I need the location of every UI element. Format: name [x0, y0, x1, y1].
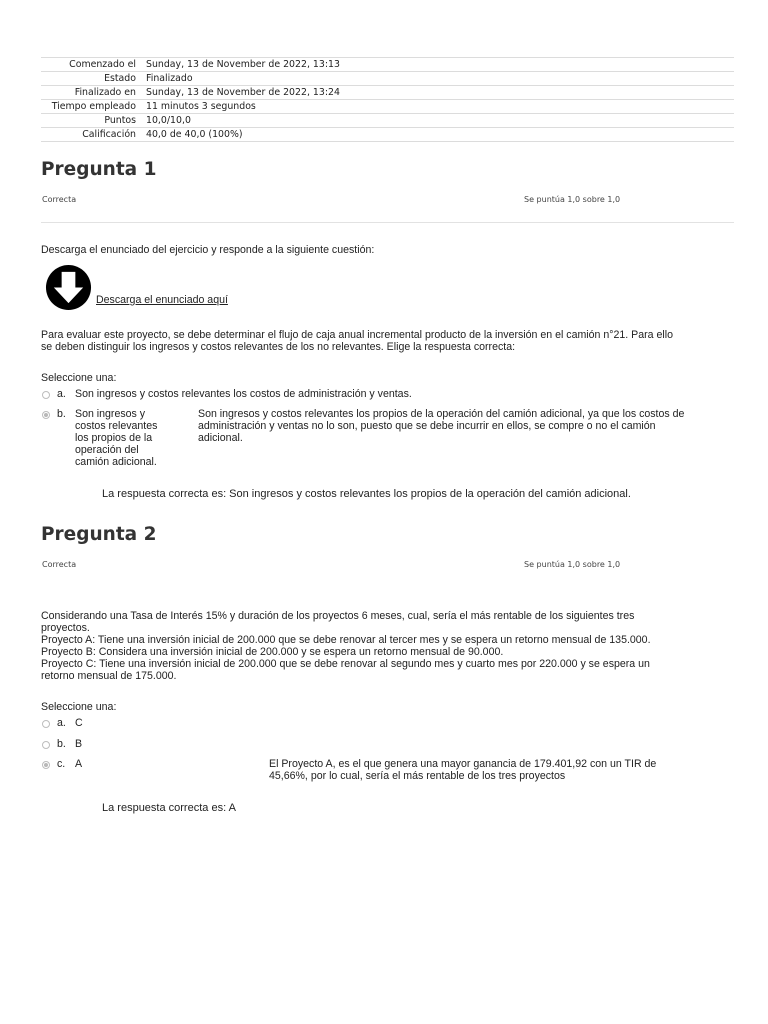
feedback-line: El Proyecto A, es el que genera una mayor ganancia de 179.401,92 con un TIR de: [269, 758, 657, 770]
option-label-line: operación del: [75, 444, 139, 456]
option-label-line: costos relevantes: [75, 420, 158, 432]
question-2-body-line: Considerando una Tasa de Interés 15% y duración de los proyectos 6 meses, cual, sería el más rentable de los siguientes tres: [41, 610, 635, 622]
feedback-line: adicional.: [198, 432, 243, 444]
q2-option-b-radio[interactable]: [42, 741, 50, 749]
q2-option-b-label[interactable]: B: [75, 738, 83, 750]
q2-option-a-label[interactable]: C: [75, 717, 83, 729]
summary-row: [41, 72, 734, 86]
q2-option-c-label[interactable]: A: [75, 758, 83, 770]
q2-option-c-feedback: [269, 758, 709, 782]
question-1-body: [41, 329, 731, 353]
question-1-divider: [41, 222, 734, 223]
q1-option-b-feedback: [198, 408, 728, 444]
summary-row: [41, 58, 734, 72]
question-2-body-line: Proyecto C: Tiene una inversión inicial de 200.000 que se debe renovar al segundo mes y cuarto mes por 220.000 y se espera un: [41, 658, 650, 670]
summary-value: 10,0/10,0: [146, 115, 191, 126]
question-2-body-line: retorno mensual de 175.000.: [41, 670, 177, 682]
summary-label: Comenzado el: [69, 59, 136, 70]
option-label-line: Son ingresos y: [75, 408, 146, 420]
summary-row: [41, 114, 734, 128]
question-2-body-line: proyectos.: [41, 622, 90, 634]
question-2-select-label: Seleccione una:: [41, 701, 117, 713]
question-2-status: Correcta: [42, 560, 77, 569]
feedback-line: 45,66%, por lo cual, sería el más rentable de los tres proyectos: [269, 770, 566, 782]
summary-value: Sunday, 13 de November de 2022, 13:24: [146, 87, 340, 98]
q1-option-b-letter: b.: [57, 408, 66, 420]
question-1-body-line: Para evaluar este proyecto, se debe determinar el flujo de caja anual incremental producto de la inversión en el camión n°21. Para ello: [41, 329, 673, 341]
question-1-select-label: Seleccione una:: [41, 372, 117, 384]
question-2-body: [41, 610, 731, 682]
question-1-body-line: se deben distinguir los ingresos y costos relevantes de los no relevantes. Elige la respuesta correcta:: [41, 341, 516, 353]
summary-label: Calificación: [82, 129, 136, 140]
question-1-intro: Descarga el enunciado del ejercicio y responde a la siguiente cuestión:: [41, 244, 375, 256]
summary-label: Finalizado en: [74, 87, 136, 98]
question-2-title: Pregunta 2: [41, 524, 157, 545]
question-2-correct-answer: La respuesta correcta es: A: [102, 802, 236, 814]
option-label-line: camión adicional.: [75, 456, 157, 468]
q2-option-a-letter: a.: [57, 717, 66, 729]
q1-option-a-label[interactable]: Son ingresos y costos relevantes los costos de administración y ventas.: [75, 388, 412, 400]
summary-value: 40,0 de 40,0 (100%): [146, 129, 243, 140]
q2-option-a-radio[interactable]: [42, 720, 50, 728]
question-2-score: Se puntúa 1,0 sobre 1,0: [524, 560, 621, 569]
summary-row: [41, 86, 734, 100]
q2-option-c-letter: c.: [57, 758, 66, 770]
question-1-status: Correcta: [42, 195, 77, 204]
summary-value: 11 minutos 3 segundos: [146, 101, 256, 112]
summary-row: [41, 100, 734, 114]
feedback-line: Son ingresos y costos relevantes los propios de la operación del camión adicional, ya que los costos de: [198, 408, 685, 420]
attempt-summary-table: [41, 57, 734, 142]
question-2-body-line: Proyecto B: Considera una inversión inicial de 200.000 y se espera un retorno mensual de 90.000.: [41, 646, 504, 658]
q1-option-b-label[interactable]: [75, 408, 193, 468]
option-label-line: los propios de la: [75, 432, 153, 444]
q1-option-a-letter: a.: [57, 388, 66, 400]
feedback-line: administración y ventas no lo son, puesto que se debe incurrir en ellos, se compre o no el camión: [198, 420, 656, 432]
summary-label: Tiempo empleado: [51, 101, 136, 112]
summary-value: Sunday, 13 de November de 2022, 13:13: [146, 59, 340, 70]
question-2-body-line: Proyecto A: Tiene una inversión inicial de 200.000 que se debe renovar al tercer mes y se espera un retorno mensual de 135.000.: [41, 634, 651, 646]
q2-option-b-letter: b.: [57, 738, 66, 750]
q1-option-b-radio[interactable]: [42, 411, 50, 419]
download-statement-link[interactable]: Descarga el enunciado aquí: [96, 294, 228, 306]
summary-row: [41, 128, 734, 142]
q1-option-a-radio[interactable]: [42, 391, 50, 399]
question-1-score: Se puntúa 1,0 sobre 1,0: [524, 195, 621, 204]
summary-value: Finalizado: [146, 73, 193, 84]
question-1-correct-answer: La respuesta correcta es: Son ingresos y costos relevantes los propios de la operación del camión adicional.: [102, 488, 631, 500]
summary-label: Estado: [104, 73, 136, 84]
download-arrow-icon[interactable]: [45, 264, 92, 311]
question-1-title: Pregunta 1: [41, 159, 157, 180]
summary-label: Puntos: [104, 115, 136, 126]
q2-option-c-radio[interactable]: [42, 761, 50, 769]
